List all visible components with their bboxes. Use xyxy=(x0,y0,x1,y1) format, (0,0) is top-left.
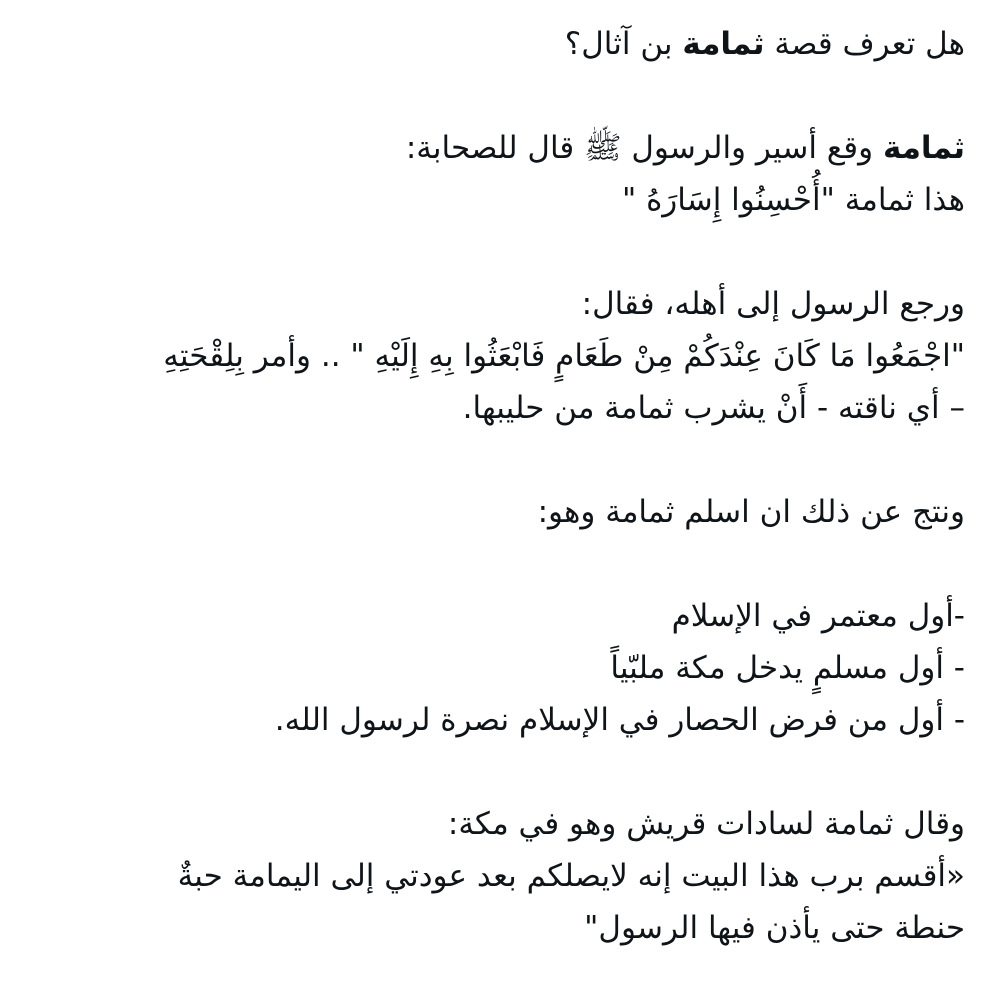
question-line xyxy=(25,18,965,70)
spacer xyxy=(25,538,965,590)
paragraph-4-line-1: وقال ثمامة لسادات قريش وهو في مكة: xyxy=(447,806,965,842)
spacer xyxy=(25,434,965,486)
paragraph-2-line-1: ورجع الرسول إلى أهله، فقال: xyxy=(581,286,965,322)
post-text xyxy=(25,18,965,954)
list-item-2: - أول مسلمٍ يدخل مكة ملبّياً xyxy=(610,650,965,686)
paragraph-1-line-1 xyxy=(25,122,965,174)
spacer xyxy=(25,746,965,798)
list-item-1: -أول معتمر في الإسلام xyxy=(671,598,965,634)
paragraph-3-line-1: ونتج عن ذلك ان اسلم ثمامة وهو: xyxy=(537,494,965,530)
spacer xyxy=(25,70,965,122)
paragraph-4-line-2: «أقسم برب هذا البيت إنه لايصلكم بعد عودتي إلى اليمامة حبةٌ xyxy=(177,858,965,894)
question-prefix: هل تعرف قصة xyxy=(764,26,965,62)
question-suffix: بن آثال؟ xyxy=(564,26,683,62)
paragraph-1-text: وقع أسير والرسول ﷺ قال للصحابة: xyxy=(405,130,883,166)
paragraph-1-line-2: هذا ثمامة "أُحْسِنُوا إِسَارَهُ " xyxy=(621,182,965,218)
name-bold: ثمامة xyxy=(882,130,965,166)
paragraph-2-line-2: "اجْمَعُوا مَا كَانَ عِنْدَكُمْ مِنْ طَعَامٍ فَابْعَثُوا بِهِ إِلَيْهِ " .. وأمر بِلِقْحَتِهِ xyxy=(163,338,965,374)
paragraph-4-line-3: حنطة حتى يأذن فيها الرسول" xyxy=(584,910,965,946)
list-item-3: - أول من فرض الحصار في الإسلام نصرة لرسول الله. xyxy=(274,702,965,738)
paragraph-2-line-3: – أي ناقته - أَنْ يشرب ثمامة من حليبها. xyxy=(462,390,965,426)
spacer xyxy=(25,226,965,278)
name-bold: ثمامة xyxy=(682,26,765,62)
